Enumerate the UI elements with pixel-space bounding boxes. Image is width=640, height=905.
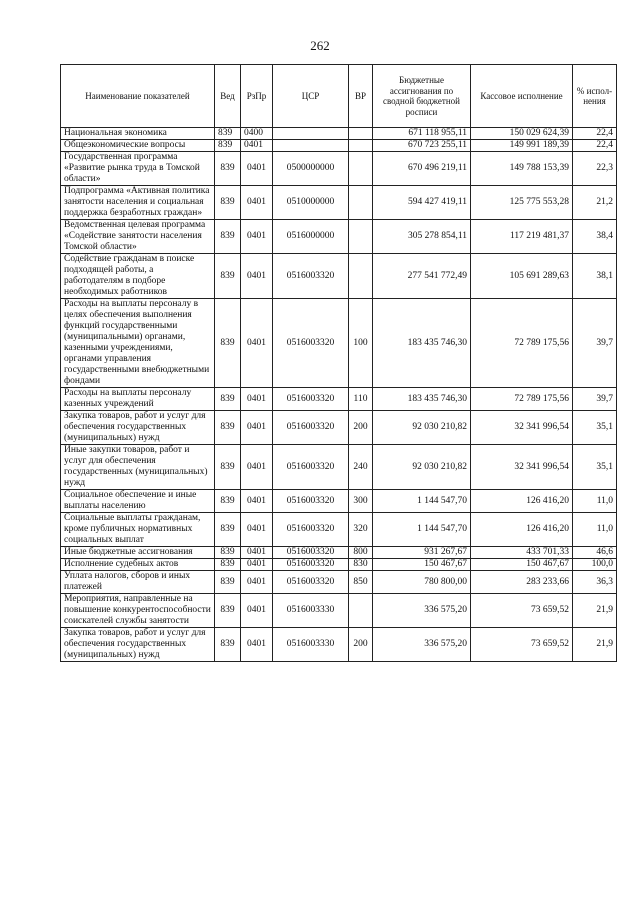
cell-csr: 0516003320 <box>273 388 349 411</box>
cell-csr: 0516003320 <box>273 445 349 490</box>
cell-cash: 32 341 996,54 <box>471 411 573 445</box>
cell-csr <box>273 128 349 140</box>
cell-pct: 11,0 <box>573 490 617 513</box>
cell-budget: 780 800,00 <box>373 571 471 594</box>
table-body <box>61 128 617 662</box>
cell-name: Социальное обеспечение и иные выплаты населению <box>61 490 215 513</box>
cell-vr: 320 <box>349 513 373 547</box>
cell-csr: 0516003320 <box>273 254 349 299</box>
cell-budget: 183 435 746,30 <box>373 299 471 388</box>
cell-csr: 0516003330 <box>273 594 349 628</box>
cell-name: Закупка товаров, работ и услуг для обеспечения государственных (муниципальных) нужд <box>61 411 215 445</box>
cell-cash: 117 219 481,37 <box>471 220 573 254</box>
cell-csr: 0516003320 <box>273 559 349 571</box>
cell-ved: 839 <box>215 299 241 388</box>
cell-csr: 0516003320 <box>273 547 349 559</box>
cell-pct: 39,7 <box>573 299 617 388</box>
cell-pct: 38,1 <box>573 254 617 299</box>
cell-cash: 72 789 175,56 <box>471 299 573 388</box>
cell-csr: 0516003320 <box>273 411 349 445</box>
cell-ved: 839 <box>215 140 241 152</box>
cell-vr: 240 <box>349 445 373 490</box>
header-ved: Вед <box>215 65 241 128</box>
cell-pct: 21,2 <box>573 186 617 220</box>
cell-cash: 32 341 996,54 <box>471 445 573 490</box>
table-header-row <box>61 65 617 128</box>
cell-name: Закупка товаров, работ и услуг для обеспечения государственных (муниципальных) нужд <box>61 628 215 662</box>
cell-name: Подпрограмма «Активная политика занятости населения и социальная поддержка безработных граждан» <box>61 186 215 220</box>
cell-pct: 22,3 <box>573 152 617 186</box>
cell-cash: 105 691 289,63 <box>471 254 573 299</box>
cell-cash: 149 991 189,39 <box>471 140 573 152</box>
table-row <box>61 411 617 445</box>
cell-csr: 0516003330 <box>273 628 349 662</box>
cell-name: Иные бюджетные ассигнования <box>61 547 215 559</box>
table-row <box>61 594 617 628</box>
cell-rzpr: 0401 <box>241 628 273 662</box>
cell-ved: 839 <box>215 559 241 571</box>
cell-ved: 839 <box>215 445 241 490</box>
cell-pct: 21,9 <box>573 594 617 628</box>
cell-budget: 670 496 219,11 <box>373 152 471 186</box>
cell-rzpr: 0401 <box>241 254 273 299</box>
cell-name: Ведомственная целевая программа «Содействие занятости населения Томской области» <box>61 220 215 254</box>
cell-rzpr: 0400 <box>241 128 273 140</box>
table-row <box>61 152 617 186</box>
cell-vr: 830 <box>349 559 373 571</box>
cell-vr: 850 <box>349 571 373 594</box>
cell-ved: 839 <box>215 128 241 140</box>
cell-vr: 100 <box>349 299 373 388</box>
table-row <box>61 559 617 571</box>
table-row <box>61 140 617 152</box>
cell-vr <box>349 128 373 140</box>
cell-rzpr: 0401 <box>241 299 273 388</box>
table-row <box>61 513 617 547</box>
cell-rzpr: 0401 <box>241 513 273 547</box>
cell-csr: 0510000000 <box>273 186 349 220</box>
cell-cash: 149 788 153,39 <box>471 152 573 186</box>
cell-vr: 110 <box>349 388 373 411</box>
table-row <box>61 388 617 411</box>
cell-name: Содействие гражданам в поиске подходящей работы, а работодателям в подборе необходимых работников <box>61 254 215 299</box>
cell-name: Государственная программа «Развитие рынка труда в Томской области» <box>61 152 215 186</box>
cell-pct: 39,7 <box>573 388 617 411</box>
cell-csr <box>273 140 349 152</box>
header-name: Наименование показателей <box>61 65 215 128</box>
header-rzpr: РзПр <box>241 65 273 128</box>
table-row <box>61 254 617 299</box>
table-row <box>61 490 617 513</box>
cell-budget: 336 575,20 <box>373 594 471 628</box>
cell-ved: 839 <box>215 513 241 547</box>
cell-rzpr: 0401 <box>241 547 273 559</box>
cell-budget: 931 267,67 <box>373 547 471 559</box>
cell-budget: 277 541 772,49 <box>373 254 471 299</box>
cell-pct: 22,4 <box>573 128 617 140</box>
cell-rzpr: 0401 <box>241 594 273 628</box>
cell-pct: 38,4 <box>573 220 617 254</box>
table-row <box>61 445 617 490</box>
header-vr: ВР <box>349 65 373 128</box>
cell-rzpr: 0401 <box>241 152 273 186</box>
cell-rzpr: 0401 <box>241 571 273 594</box>
table-row <box>61 571 617 594</box>
cell-rzpr: 0401 <box>241 220 273 254</box>
cell-name: Расходы на выплаты персоналу казенных учреждений <box>61 388 215 411</box>
cell-csr: 0516003320 <box>273 490 349 513</box>
cell-cash: 73 659,52 <box>471 628 573 662</box>
cell-cash: 73 659,52 <box>471 594 573 628</box>
cell-cash: 433 701,33 <box>471 547 573 559</box>
cell-vr <box>349 594 373 628</box>
cell-pct: 100,0 <box>573 559 617 571</box>
cell-budget: 336 575,20 <box>373 628 471 662</box>
cell-name: Мероприятия, направленные на повышение конкурентоспособности соискателей службы занятости <box>61 594 215 628</box>
cell-budget: 305 278 854,11 <box>373 220 471 254</box>
cell-name: Социальные выплаты гражданам, кроме публичных нормативных социальных выплат <box>61 513 215 547</box>
cell-name: Уплата налогов, сборов и иных платежей <box>61 571 215 594</box>
cell-rzpr: 0401 <box>241 388 273 411</box>
cell-name: Национальная экономика <box>61 128 215 140</box>
cell-csr: 0516003320 <box>273 513 349 547</box>
header-pct: % испол-нения <box>573 65 617 128</box>
cell-pct: 35,1 <box>573 445 617 490</box>
cell-budget: 92 030 210,82 <box>373 445 471 490</box>
cell-pct: 11,0 <box>573 513 617 547</box>
cell-pct: 35,1 <box>573 411 617 445</box>
cell-cash: 126 416,20 <box>471 490 573 513</box>
cell-ved: 839 <box>215 152 241 186</box>
cell-csr: 0516000000 <box>273 220 349 254</box>
cell-vr: 200 <box>349 411 373 445</box>
cell-budget: 594 427 419,11 <box>373 186 471 220</box>
cell-rzpr: 0401 <box>241 490 273 513</box>
cell-csr: 0516003320 <box>273 571 349 594</box>
cell-vr: 300 <box>349 490 373 513</box>
budget-table <box>60 64 617 662</box>
cell-pct: 21,9 <box>573 628 617 662</box>
header-budget: Бюджетные ассигнования по сводной бюджетной росписи <box>373 65 471 128</box>
cell-ved: 839 <box>215 254 241 299</box>
cell-ved: 839 <box>215 594 241 628</box>
table-row <box>61 186 617 220</box>
header-cash: Кассовое исполнение <box>471 65 573 128</box>
cell-budget: 92 030 210,82 <box>373 411 471 445</box>
cell-cash: 150 467,67 <box>471 559 573 571</box>
page-number: 262 <box>310 38 330 53</box>
cell-budget: 670 723 255,11 <box>373 140 471 152</box>
cell-ved: 839 <box>215 628 241 662</box>
table-row <box>61 220 617 254</box>
table-row <box>61 547 617 559</box>
cell-pct: 36,3 <box>573 571 617 594</box>
cell-cash: 125 775 553,28 <box>471 186 573 220</box>
cell-cash: 126 416,20 <box>471 513 573 547</box>
cell-vr <box>349 254 373 299</box>
header-csr: ЦСР <box>273 65 349 128</box>
cell-budget: 183 435 746,30 <box>373 388 471 411</box>
cell-ved: 839 <box>215 571 241 594</box>
cell-name: Общеэкономические вопросы <box>61 140 215 152</box>
cell-budget: 1 144 547,70 <box>373 513 471 547</box>
cell-ved: 839 <box>215 186 241 220</box>
cell-cash: 150 029 624,39 <box>471 128 573 140</box>
table-row <box>61 299 617 388</box>
cell-rzpr: 0401 <box>241 140 273 152</box>
cell-ved: 839 <box>215 490 241 513</box>
table-row <box>61 128 617 140</box>
cell-budget: 671 118 955,11 <box>373 128 471 140</box>
cell-vr: 200 <box>349 628 373 662</box>
cell-ved: 839 <box>215 388 241 411</box>
cell-name: Иные закупки товаров, работ и услуг для обеспечения государственных (муниципальных) нужд <box>61 445 215 490</box>
cell-csr: 0500000000 <box>273 152 349 186</box>
cell-pct: 22,4 <box>573 140 617 152</box>
cell-vr <box>349 186 373 220</box>
cell-cash: 283 233,66 <box>471 571 573 594</box>
cell-budget: 150 467,67 <box>373 559 471 571</box>
cell-rzpr: 0401 <box>241 186 273 220</box>
cell-name: Исполнение судебных актов <box>61 559 215 571</box>
cell-vr <box>349 220 373 254</box>
cell-vr <box>349 140 373 152</box>
cell-pct: 46,6 <box>573 547 617 559</box>
cell-csr: 0516003320 <box>273 299 349 388</box>
cell-rzpr: 0401 <box>241 411 273 445</box>
cell-budget: 1 144 547,70 <box>373 490 471 513</box>
cell-ved: 839 <box>215 411 241 445</box>
cell-ved: 839 <box>215 220 241 254</box>
table-row <box>61 628 617 662</box>
cell-vr <box>349 152 373 186</box>
cell-cash: 72 789 175,56 <box>471 388 573 411</box>
cell-rzpr: 0401 <box>241 445 273 490</box>
cell-rzpr: 0401 <box>241 559 273 571</box>
cell-name: Расходы на выплаты персоналу в целях обеспечения выполнения функций государственными (муниципальными) органами, казенными учреждениями, органами управления государственными внебюджетными фондами <box>61 299 215 388</box>
cell-ved: 839 <box>215 547 241 559</box>
cell-vr: 800 <box>349 547 373 559</box>
